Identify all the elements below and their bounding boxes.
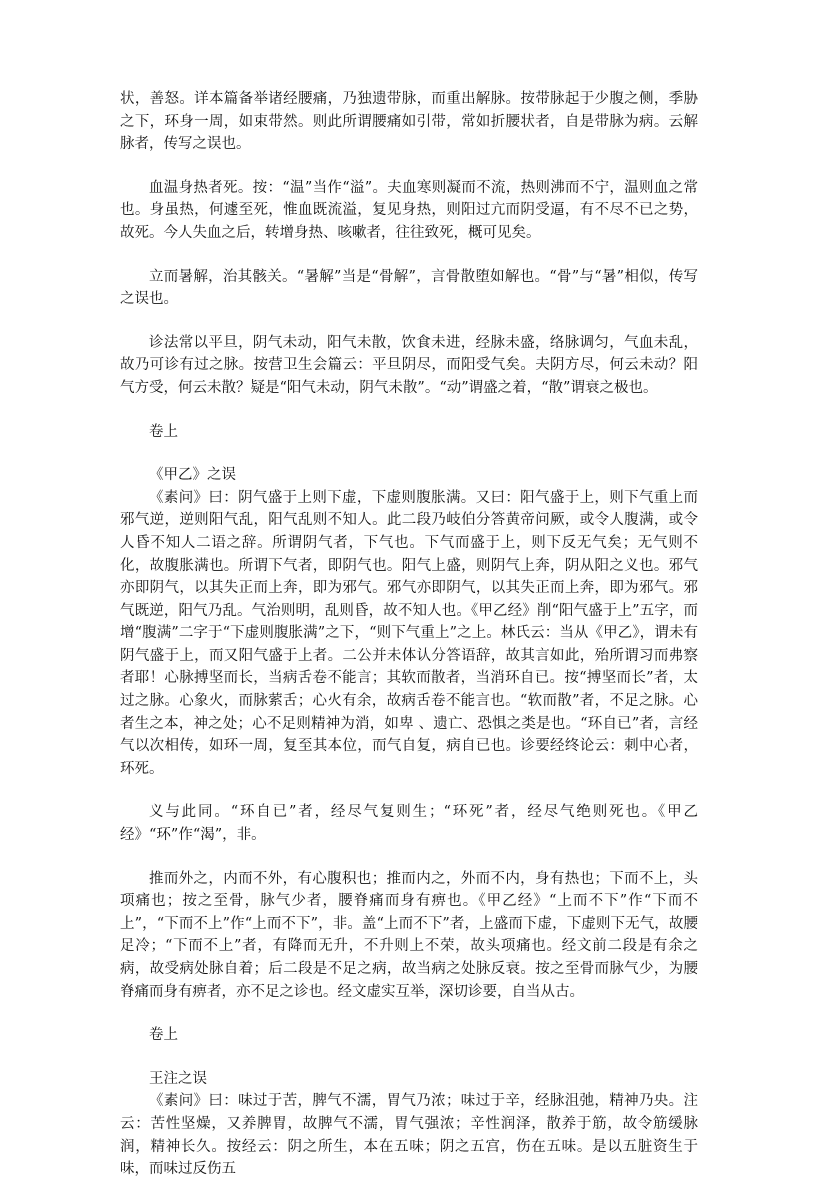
paragraph-wang-zhu: 《素问》曰：味过于苦，脾气不濡，胃气乃浓；味过于辛，经脉沮弛，精神乃央。注云：苦性坚燥，又养脾胃，故脾气不濡，胃气强浓；辛性润泽，散养于筋，故令筋缓脉润，精神长久。按经云：阴之所生，本在五味；阴之五宫，伤在五味。是以五脏资生于味，而味过反伤五 [120, 1093, 698, 1178]
paragraph-zhen-fa: 诊法常以平旦，阴气未动，阳气未散，饮食未进，经脉未盛，络脉调匀，气血未乱，故乃可诊有过之脉。按营卫生会篇云：平旦阴尽，而阳受气矣。夫阴方尽，何云未动？阳气方受，何云未散？疑是“阳气未动，阴气未散”。“动”谓盛之着，“散”谓衰之极也。 [120, 334, 698, 396]
section-heading-jiayi: 《甲乙》之误 [149, 467, 236, 484]
paragraph-huan-zi-yi: 义与此同。“环自已”者，经尽气复则生；“环死”者，经尽气绝则死也。《甲乙经》“环”作“渴”，非。 [120, 804, 698, 844]
volume-heading-2: 卷上 [149, 1027, 178, 1044]
paragraph-dai-mai: 状，善怒。详本篇备举诸经腰痛，乃独遗带脉，而重出解脉。按带脉起于少腹之侧，季胁之下，环身一周，如束带然。则此所谓腰痛如引带，常如折腰状者，自是带脉为病。云解脉者，传写之误也。 [120, 91, 698, 153]
document-page [120, 88, 698, 1202]
paragraph-tui-er-wai: 推而外之，内而不外，有心腹积也；推而内之，外而不内，身有热也；下而不上，头项痛也；按之至骨，脉气少者，腰脊痛而身有痹也。《甲乙经》“上而不下”作“下而不上”，“下而不上”作“上而不下”，非。盖“上而不下”者，上盛而下虚，下虚则下无气，故腰足冷；“下而不上”者，有降而无升，不升则上不荣，故头项痛也。经文前二段是有余之病，故受病处脉自着；后二段是不足之病，故当病之处脉反衰。按之至骨而脉气少，为腰脊痛而身有痹者，亦不足之诊也。经文虚实互举，深切诊要，自当从古。 [120, 870, 698, 1000]
paragraph-shu-jie: 立而暑解，治其骸关。“暑解”当是“骨解”，言骨散堕如解也。“骨”与“暑”相似，传写之误也。 [120, 268, 698, 308]
section-heading-wang-zhu: 王注之误 [149, 1070, 207, 1087]
paragraph-xue-wen: 血温身热者死。按：“温”当作“溢”。夫血寒则凝而不流，热则沸而不宁，温则血之常也。身虽热，何遽至死，惟血既流溢，复见身热，则阳过亢而阴受逼，有不尽不已之势，故死。今人失血之后，转增身热、咳嗽者，往往致死，概可见矣。 [120, 179, 698, 241]
volume-heading: 卷上 [149, 423, 178, 440]
paragraph-jiayi-errors: 《素问》曰：阴气盛于上则下虚，下虚则腹胀满。又曰：阳气盛于上，则下气重上而邪气逆，逆则阳气乱，阳气乱则不知人。此二段乃岐伯分答黄帝问厥，或令人腹满，或令人昏不知人二语之辞。所谓阴气者，下气也。下气而盛于上，则下反无气矣；无气则不化，故腹胀满也。所谓下气者，即阴气也。阳气上盛，则阴气上奔，阴从阳之义也。邪气亦即阴气，以其失正而上奔，即为邪气。邪气亦即阴气，以其失正而上奔，即为邪气。邪气既逆，阳气乃乱。气治则明，乱则昏，故不知人也。《甲乙经》削“阳气盛于上”五字，而增“腹满”二字于“下虚则腹胀满”之下，“则下气重上”之上。林氏云：当从《甲乙》，谓未有阴气盛于上，而又阳气盛于上者。二公并未体认分答语辞，故其言如此，殆所谓习而弗察者耶！心脉搏坚而长，当病舌卷不能言；其软而散者，当消环自已。按“搏坚而长”者，太过之脉。心象火，而脉萦舌；心火有余，故病舌卷不能言也。“软而散”者，不足之脉。心者生之本，神之处；心不足则精神为消，如卑 、遗亡、恐惧之类是也。“环自已”者，言经气以次相传，如环一周，复至其本位，而气自复，病自已也。诊要经终论云：刺中心者，环死。 [120, 489, 698, 777]
